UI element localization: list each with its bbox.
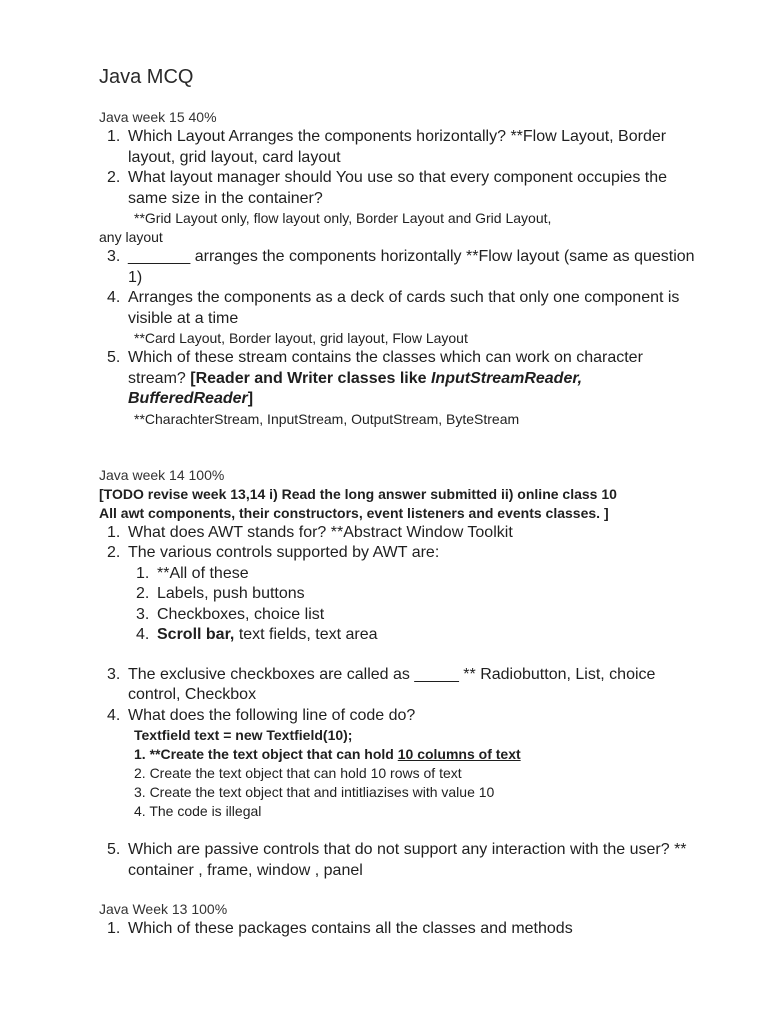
question-number: 1. [107, 523, 121, 541]
question-number: 1. [107, 128, 121, 145]
question-text: What does AWT stands for? **Abstract Window Toolkit [128, 523, 513, 541]
question-list-week14 [99, 523, 699, 646]
question-list-week14-cont [99, 665, 699, 727]
question-text: Which of these stream contains the classes which can work on character stream? [128, 349, 643, 387]
question-item [99, 168, 699, 209]
code-snippet: Textfield text = new Textfield(10); [134, 727, 353, 743]
option-number: 2. [136, 585, 150, 602]
todo-note: All awt components, their constructors, event listeners and events classes. ] [99, 504, 609, 521]
question-item [99, 247, 699, 288]
question-text: What layout manager should You use so that every component occupies the same size in the container? [128, 169, 668, 207]
question-text: What does the following line of code do? [128, 706, 416, 724]
page-title: Java MCQ [99, 66, 194, 88]
question-item [99, 127, 699, 168]
option-text: Labels, push buttons [157, 585, 305, 602]
section-week14 [99, 466, 699, 882]
question-item [99, 543, 699, 646]
option-number: 4. [136, 626, 150, 643]
question-number: 5. [107, 841, 121, 858]
question-text: Which of these packages contains all the classes and methods [128, 920, 573, 937]
question-number: 3. [107, 665, 121, 683]
question-text: Which are passive controls that do not support any interaction with the user? ** container , frame, window , panel [128, 841, 687, 879]
question-list-week13 [99, 919, 699, 940]
answer-note-continued: any layout [99, 229, 163, 245]
question-text: Arranges the components as a deck of cards such that only one component is visible at a time [128, 289, 680, 327]
document-page [99, 62, 699, 940]
section-heading-week14: Java week 14 100% [99, 466, 225, 483]
option-list [128, 564, 699, 646]
option-number: 1. [136, 564, 150, 582]
question-text: The various controls supported by AWT are: [128, 544, 440, 561]
option-number: 3. [136, 605, 150, 623]
question-item [99, 288, 699, 329]
answer-highlight-italic: InputStreamReader, BufferedReader [128, 369, 583, 407]
option-text-bold: Scroll bar, [157, 626, 235, 643]
option-item [128, 625, 699, 646]
answer-highlight-end: ] [247, 390, 254, 407]
option-text: **All of these [157, 564, 249, 582]
option-item [128, 605, 699, 626]
answer-note: **CharachterStream, InputStream, OutputStream, ByteStream [134, 410, 520, 427]
question-number: 2. [107, 169, 121, 186]
question-item [99, 348, 699, 410]
todo-note: [TODO revise week 13,14 i) Read the long answer submitted ii) online class 10 [99, 485, 617, 502]
question-item [99, 706, 699, 727]
question-list-week15-cont [99, 247, 699, 329]
question-text: The exclusive checkboxes are called as _____ ** Radiobutton, List, choice control, Checkbox [128, 665, 656, 703]
question-number: 2. [107, 544, 121, 561]
answer-option: 4. The code is illegal [134, 803, 262, 819]
question-list-week15 [99, 127, 699, 209]
answer-highlight: [Reader and Writer classes like [190, 369, 431, 387]
section-week13 [99, 900, 699, 940]
option-item [128, 564, 699, 585]
question-number: 4. [107, 706, 121, 724]
question-number: 1. [107, 920, 121, 937]
answer-option-text: 1. **Create the text object that can hold [134, 746, 398, 762]
question-text: Which Layout Arranges the components horizontally? **Flow Layout, Border layout, grid layout, card layout [128, 128, 667, 166]
question-number: 4. [107, 289, 121, 306]
answer-option: 3. Create the text object that and intitliazises with value 10 [134, 784, 495, 800]
answer-option-correct [99, 745, 699, 764]
question-item [99, 919, 699, 940]
answer-option: 2. Create the text object that can hold 10 rows of text [134, 765, 462, 781]
question-text: _______ arranges the components horizontally **Flow layout (same as question 1) [128, 248, 695, 286]
question-number: 3. [107, 248, 121, 265]
question-list-week14-cont2 [99, 840, 699, 881]
question-item [99, 840, 699, 881]
section-heading-week15: Java week 15 40% [99, 109, 217, 125]
section-heading-week13: Java Week 13 100% [99, 901, 228, 917]
option-text: Checkboxes, choice list [157, 605, 325, 623]
answer-note: **Grid Layout only, flow layout only, Border Layout and Grid Layout, [134, 210, 552, 226]
underlined-answer: 10 columns of text [397, 746, 521, 762]
question-number: 5. [107, 349, 121, 366]
answer-note: **Card Layout, Border layout, grid layout, Flow Layout [134, 330, 468, 346]
question-item [99, 665, 699, 706]
question-list-week15-cont2 [99, 348, 699, 410]
option-text: text fields, text area [234, 626, 378, 643]
section-week15 [99, 108, 699, 429]
question-item [99, 523, 699, 544]
option-item [128, 584, 699, 605]
